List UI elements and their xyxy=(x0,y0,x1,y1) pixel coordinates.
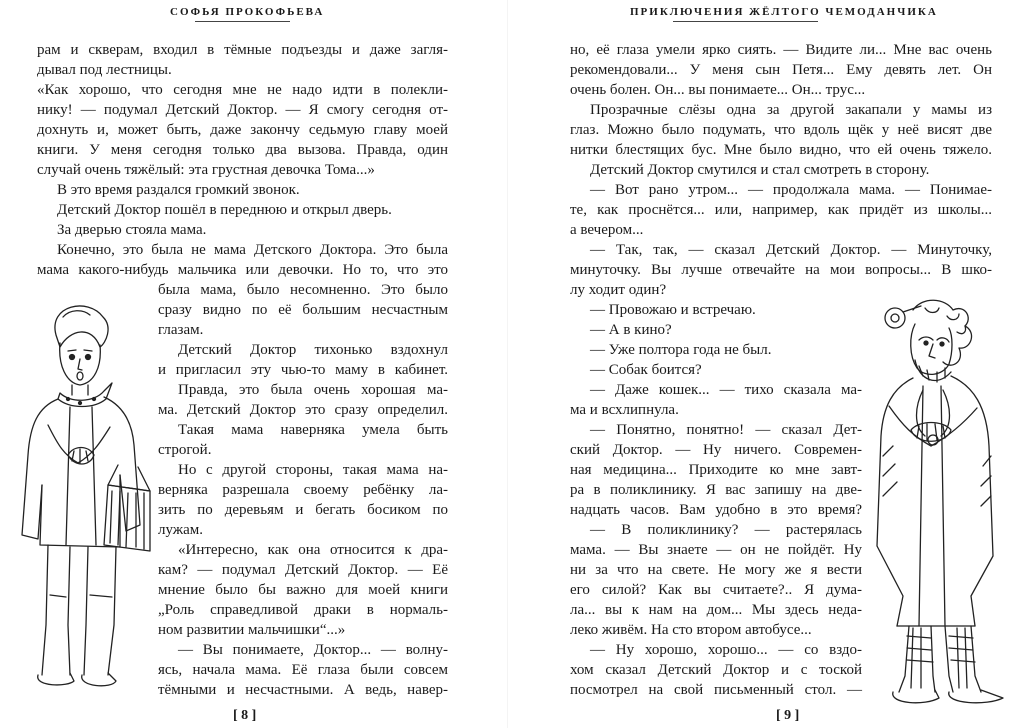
text-line: ная медицина... Приходите ко мне завт- xyxy=(570,462,862,478)
text-line: — Понятно, понятно! — сказал Дет- xyxy=(590,422,862,438)
text-line: ном развитии мальчишки“...» xyxy=(158,622,346,638)
text-line: ясь, начала мама. Её глаза были совсем xyxy=(158,662,448,678)
text-line: — Собак боится? xyxy=(590,362,702,378)
text-line: рам и скверам, входил в тёмные подъезды и даже загля- xyxy=(37,42,448,58)
text-line: и пригласил эту чью-то маму в кабинет. xyxy=(158,362,448,378)
doctor-illustration xyxy=(853,296,1013,708)
text-line: «Как хорошо, что сегодня мне не надо идти в полекли- xyxy=(37,82,448,98)
text-line: — В поликлинику? — растерялась xyxy=(590,522,862,538)
text-line: «Интересно, как она относится к дра- xyxy=(178,542,448,558)
running-head-right: ПРИКЛЮЧЕНИЯ ЖЁЛТОГО ЧЕМОДАНЧИКА xyxy=(630,6,938,18)
text-line: зить по деревьям и бегать босиком по xyxy=(158,502,448,518)
text-line: Детский Доктор пошёл в переднюю и открыл дверь. xyxy=(57,202,392,218)
text-line: дывал под лестницы. xyxy=(37,62,172,78)
text-line: лу ходит один? xyxy=(570,282,667,298)
text-line: строгой. xyxy=(158,442,212,458)
text-line: В это время раздался громкий звонок. xyxy=(57,182,300,198)
text-line: очень болен. Он... вы понимаете... Он... трус... xyxy=(570,82,866,98)
text-line: книги. У меня сегодня только два вызова. Правда, один xyxy=(37,142,448,158)
text-line: Конечно, это была не мама Детского Доктора. Это была xyxy=(57,242,448,258)
page-number-right: [ 9 ] xyxy=(776,708,800,723)
text-line: но, её глаза умели ярко сиять. — Видите ли... Мне вас очень xyxy=(570,42,992,58)
text-line: тёмными и несчастными. А ведь, навер- xyxy=(158,682,448,698)
text-line: — Ну хорошо, хорошо... — со вздо- xyxy=(590,642,862,658)
page-number-left: [ 8 ] xyxy=(233,708,257,723)
text-line: те, как проснётся... или, например, как придёт из школы... xyxy=(570,202,992,218)
text-line: Детский Доктор тихонько вздохнул xyxy=(178,342,448,358)
text-line: верняка разрешала своему ребёнку ла- xyxy=(158,482,448,498)
header-rule-right xyxy=(673,21,818,22)
text-line: — Вы понимаете, Доктор... — волну- xyxy=(178,642,448,658)
text-line: ский Доктор. — Ну ничего. Современ- xyxy=(570,442,862,458)
text-line: мама какого-нибудь мальчика или девочки. Но то, что это xyxy=(37,262,448,278)
text-line: За дверью стояла мама. xyxy=(57,222,207,238)
text-line: рекомендовали... У меня сын Петя... Ему девять лет. Он xyxy=(570,62,992,78)
text-line: была мама, было несомненно. Это было xyxy=(158,282,448,298)
text-line: хом сказал Детский Доктор и с тоской xyxy=(570,662,862,678)
text-line: лужам. xyxy=(158,522,204,538)
header-rule-left xyxy=(195,21,290,22)
text-line: — Так, так, — сказал Детский Доктор. — Минуточку, xyxy=(590,242,992,258)
text-line: посмотрел на свой письменный стол. — xyxy=(570,682,862,698)
text-line: глаз. Можно было подумать, что вдоль щёк у неё висят две xyxy=(570,122,992,138)
text-line: ма и всхлипнула. xyxy=(570,402,679,418)
text-line: надцать часов. Вам удобно в это время? xyxy=(570,502,862,518)
text-line: ла... вы к нам на дом... Мы здесь неда- xyxy=(570,602,862,618)
text-line: мама. — Вы знаете — он не пойдёт. Ну xyxy=(570,542,862,558)
text-line: „Роль справедливой драки в нормаль- xyxy=(158,602,448,618)
text-line: леко живём. На сто втором автобусе... xyxy=(570,622,812,638)
text-line: Такая мама наверняка умела быть xyxy=(178,422,448,438)
mother-illustration xyxy=(8,295,156,695)
text-line: Но с другой стороны, такая мама на- xyxy=(178,462,448,478)
text-line: нику! — подумал Детский Доктор. — Я смогу сегодня от- xyxy=(37,102,448,118)
text-line: кам? — подумал Детский Доктор. — Её xyxy=(158,562,448,578)
text-line: Прозрачные слёзы одна за другой закапали у мамы из xyxy=(590,102,992,118)
text-line: Правда, это была очень хорошая ма- xyxy=(178,382,448,398)
text-line: а вечером... xyxy=(570,222,644,238)
text-line: Детский Доктор смутился и стал смотреть в сторону. xyxy=(590,162,930,178)
text-line: — Провожаю и встречаю. xyxy=(590,302,756,318)
text-line: минуточку. Вы лучше отвечайте на мои вопросы... В шко- xyxy=(570,262,992,278)
text-line: ма. Детский Доктор это сразу определил. xyxy=(158,402,448,418)
running-head-left: СОФЬЯ ПРОКОФЬЕВА xyxy=(170,6,325,18)
text-line: ра в поликлинику. Я вас запишу на две- xyxy=(570,482,862,498)
left-page xyxy=(0,0,507,728)
text-line: — Вот рано утром... — продолжала мама. — Понимае- xyxy=(590,182,992,198)
text-line: случай очень тяжёлый: эта грустная девочка Тома...» xyxy=(37,162,375,178)
text-line: — А в кино? xyxy=(590,322,672,338)
text-line: мнение было бы важно для моей книги xyxy=(158,582,448,598)
text-line: глазам. xyxy=(158,322,204,338)
text-line: его силой? Как вы считаете?.. Я дума- xyxy=(570,582,862,598)
text-line: сразу видно по её большим несчастным xyxy=(158,302,448,318)
text-line: — Уже полтора года не был. xyxy=(590,342,772,358)
text-line: ни за что на свете. Не могу же я вести xyxy=(570,562,862,578)
right-page xyxy=(508,0,1015,728)
text-line: — Даже кошек... — тихо сказала ма- xyxy=(590,382,862,398)
text-line: дохнуть и, может быть, даже закончу седьмую главу моей xyxy=(37,122,448,138)
text-line: нитки блестящих бус. Мне было видно, что ей очень тяжело. xyxy=(570,142,992,158)
